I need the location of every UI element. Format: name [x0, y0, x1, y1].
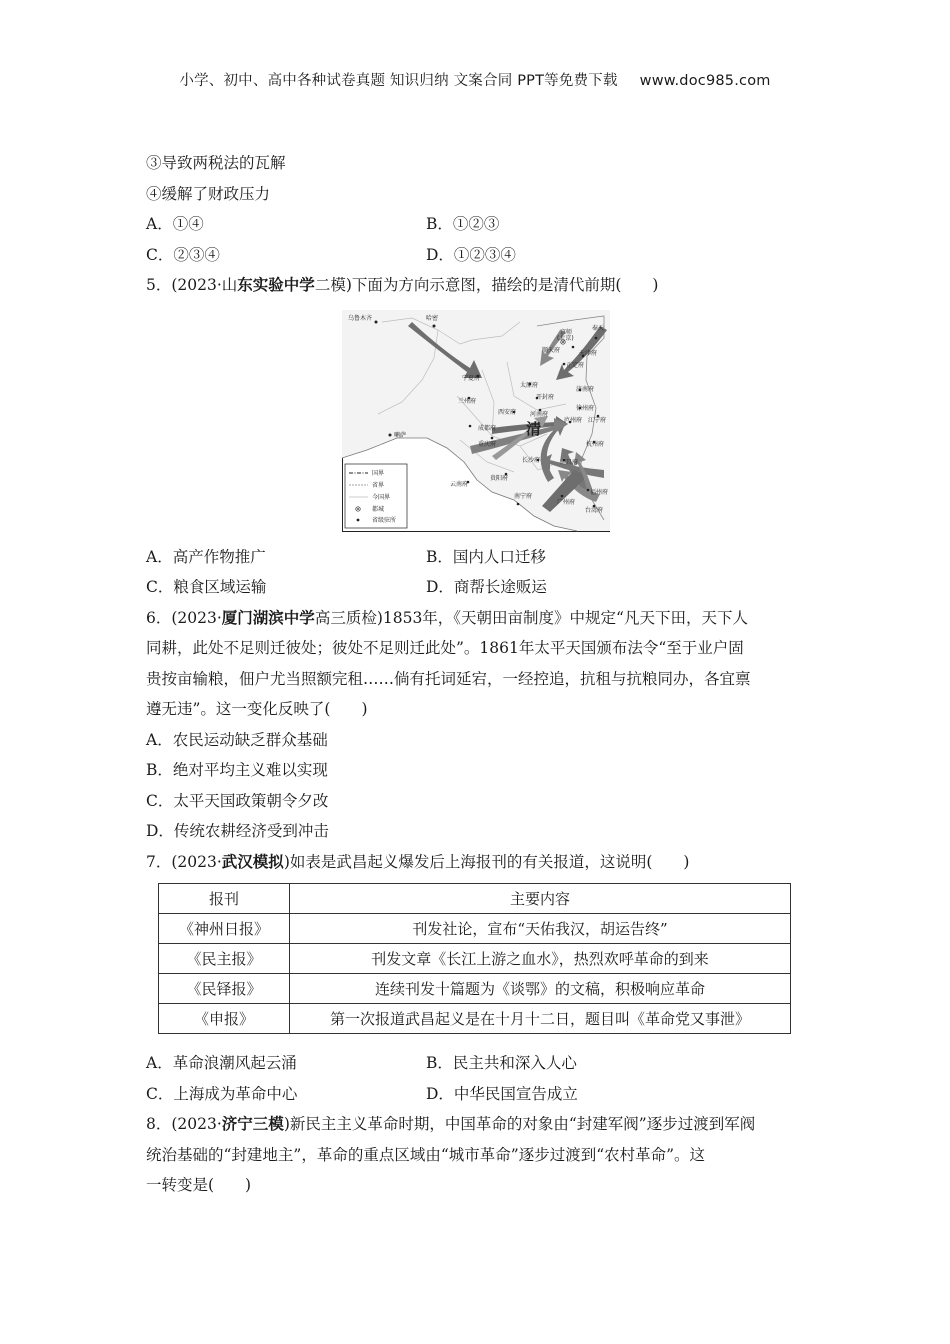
- q6-option-c[interactable]: C．太平天国政策朝令夕改: [146, 791, 329, 810]
- map-label-chengdu: 成都府: [478, 424, 497, 432]
- q5-map: [342, 310, 610, 532]
- table-cell-content: 连续刊发十篇题为《谈鄂》的文稿，积极响应革命: [290, 974, 791, 1004]
- map-label-chongqing: 重庆府: [478, 440, 497, 448]
- map-label-shuntian: 顺天府: [542, 346, 561, 354]
- legend-guojie: 国界: [372, 469, 385, 477]
- map-label-lasa: 喇萨: [394, 431, 407, 439]
- map-label-hangzhou: 杭州府: [586, 440, 605, 448]
- q7-option-d[interactable]: D．中华民国宣告成立: [426, 1084, 578, 1103]
- map-label-guangzhou: 广州府: [557, 498, 576, 506]
- q7-newspaper-table: [158, 883, 791, 1034]
- map-label-lanzhou: 兰州府: [458, 397, 477, 405]
- table-cell-newspaper: 《民主报》: [159, 944, 290, 974]
- map-label-xuzhou: 徐州府: [576, 404, 595, 412]
- q6-stem-line2: 同耕，此处不足则迁彼处；彼处不足则迁此处”。1861年太平天国颁布法令“至于业户固: [146, 639, 744, 657]
- map-label-luzhou: 庐州府: [564, 416, 583, 424]
- map-label-taiwan: 台湾府: [585, 506, 604, 514]
- q6-option-a[interactable]: A．农民运动缺乏群众基础: [146, 730, 328, 749]
- q4-item-3: ③导致两税法的瓦解: [146, 154, 286, 172]
- map-label-tianjin: 天津府: [579, 349, 598, 357]
- table-header-row: [159, 884, 791, 914]
- q7-option-c[interactable]: C．上海成为革命中心: [146, 1084, 298, 1103]
- q5-options-row1: [146, 542, 806, 573]
- table-row: [159, 944, 791, 974]
- q8-stem-line3: 一转变是( ): [146, 1176, 252, 1194]
- table-header-newspaper: 报刊: [159, 884, 290, 914]
- table-cell-newspaper: 《民铎报》: [159, 974, 290, 1004]
- map-label-zhengding: 正定府: [566, 361, 585, 369]
- q7-option-b[interactable]: B．民主共和深入人心: [426, 1054, 577, 1072]
- table-row: [159, 1004, 791, 1034]
- q5-option-c[interactable]: C．粮食区域运输: [146, 578, 267, 596]
- table-cell-content: 刊发社论，宣布“天佑我汉，胡运告终”: [290, 914, 791, 944]
- map-label-xian: 西安府: [498, 408, 517, 416]
- map-label-ningxia: 宁夏府: [462, 374, 481, 382]
- map-legend: [345, 464, 407, 528]
- map-label-guiyang: 贵阳府: [490, 474, 509, 482]
- q4-options-row2: [146, 240, 806, 271]
- q5-option-d[interactable]: D．商帮长途贩运: [426, 578, 547, 596]
- legend-jinguojie: 今国界: [372, 493, 391, 501]
- map-label-fuzhou: 福州府: [590, 488, 609, 496]
- q4-option-a[interactable]: A．①④: [146, 215, 204, 233]
- map-label-taiyuan: 太原府: [520, 381, 539, 389]
- map-label-jinan: 济南府: [576, 385, 595, 393]
- map-label-jiangning: 江宁府: [588, 416, 607, 424]
- legend-shengjie: 省界: [372, 481, 385, 489]
- map-label-urumqi: 乌鲁木齐: [348, 314, 373, 322]
- q6-stem-line1: 6．(2023·厦门湖滨中学高三质检)1853年，《天朝田亩制度》中规定“凡天下田，天下人: [146, 607, 748, 627]
- map-label-qing: 清: [526, 419, 542, 438]
- legend-shengji: 省级驻所: [372, 516, 397, 524]
- map-label-nanning: 南宁府: [514, 492, 533, 500]
- map-label-fengtian: 奉天: [592, 324, 605, 332]
- q6-option-d[interactable]: D．传统农耕经济受到冲击: [146, 822, 329, 840]
- map-label-nanchang: 南昌府: [560, 458, 579, 466]
- q5-option-a[interactable]: A．高产作物推广: [146, 547, 266, 566]
- header-text: 小学、初中、高中各种试卷真题 知识归纳 文案合同 PPT等免费下载: [179, 73, 618, 89]
- q4-option-d[interactable]: D．①②③④: [426, 245, 516, 264]
- q7-options-row2: [146, 1079, 806, 1110]
- table-cell-content: 刊发文章《长江上游之血水》，热烈欢呼革命的到来: [290, 944, 791, 974]
- table-row: [159, 974, 791, 1004]
- q5-option-b[interactable]: B．国内人口迁移: [426, 547, 546, 566]
- map-label-jingshi: 京师: [560, 328, 573, 336]
- q8-stem-line1: 8．(2023·济宁三模)新民主主义革命时期，中国革命的对象由“封建军阀”逐步过渡到军阀: [146, 1114, 756, 1133]
- q6-stem-line4: 遵无违”。这一变化反映了( ): [146, 700, 368, 718]
- q4-option-c[interactable]: C．②③④: [146, 245, 220, 264]
- q6-option-b[interactable]: B．绝对平均主义难以实现: [146, 761, 328, 779]
- table-header-content: 主要内容: [290, 884, 791, 914]
- q7-options-row1: [146, 1048, 806, 1079]
- q7-stem: 7．(2023·武汉模拟)如表是武昌起义爆发后上海报刊的有关报道，这说明( ): [146, 851, 690, 871]
- map-label-hami: 哈密: [426, 314, 439, 322]
- q4-item-4: ④缓解了财政压力: [146, 184, 271, 203]
- question-content: [146, 148, 806, 1201]
- map-label-beijing: (北京): [557, 334, 574, 342]
- map-label-henan: 河南府: [530, 410, 549, 418]
- header-site[interactable]: www.doc985.com: [639, 73, 771, 89]
- map-label-kaifeng: 开封府: [536, 393, 555, 401]
- q7-option-a[interactable]: A．革命浪潮风起云涌: [146, 1054, 297, 1072]
- table-cell-newspaper: 《神州日报》: [159, 914, 290, 944]
- q6-stem-line3: 贵按亩输粮，佃户尤当照额完租……倘有托词延宕，一经控追，抗租与抗粮同办，各宜禀: [146, 669, 751, 688]
- q5-options-row2: [146, 572, 806, 603]
- q4-option-b[interactable]: B．①②③: [426, 215, 500, 233]
- table-row: [159, 914, 791, 944]
- map-label-changsha: 长沙府: [522, 456, 541, 464]
- page-header: [0, 69, 950, 90]
- q8-stem-line2: 统治基础的“封建地主”，革命的重点区域由“城市革命”逐步过渡到“农村革命”。这: [146, 1145, 706, 1164]
- qing-direction-map: [342, 310, 610, 532]
- legend-ducheng: 都城: [372, 505, 385, 513]
- table-cell-content: 第一次报道武昌起义是在十月十二日，题目叫《革命党又事泄》: [290, 1004, 791, 1034]
- q5-stem: 5．(2023·山东实验中学二模)下面为方向示意图，描绘的是清代前期( ): [146, 275, 659, 294]
- q4-options-row1: [146, 209, 806, 240]
- map-label-yunnan: 云南府: [450, 480, 469, 488]
- table-cell-newspaper: 《申报》: [159, 1004, 290, 1034]
